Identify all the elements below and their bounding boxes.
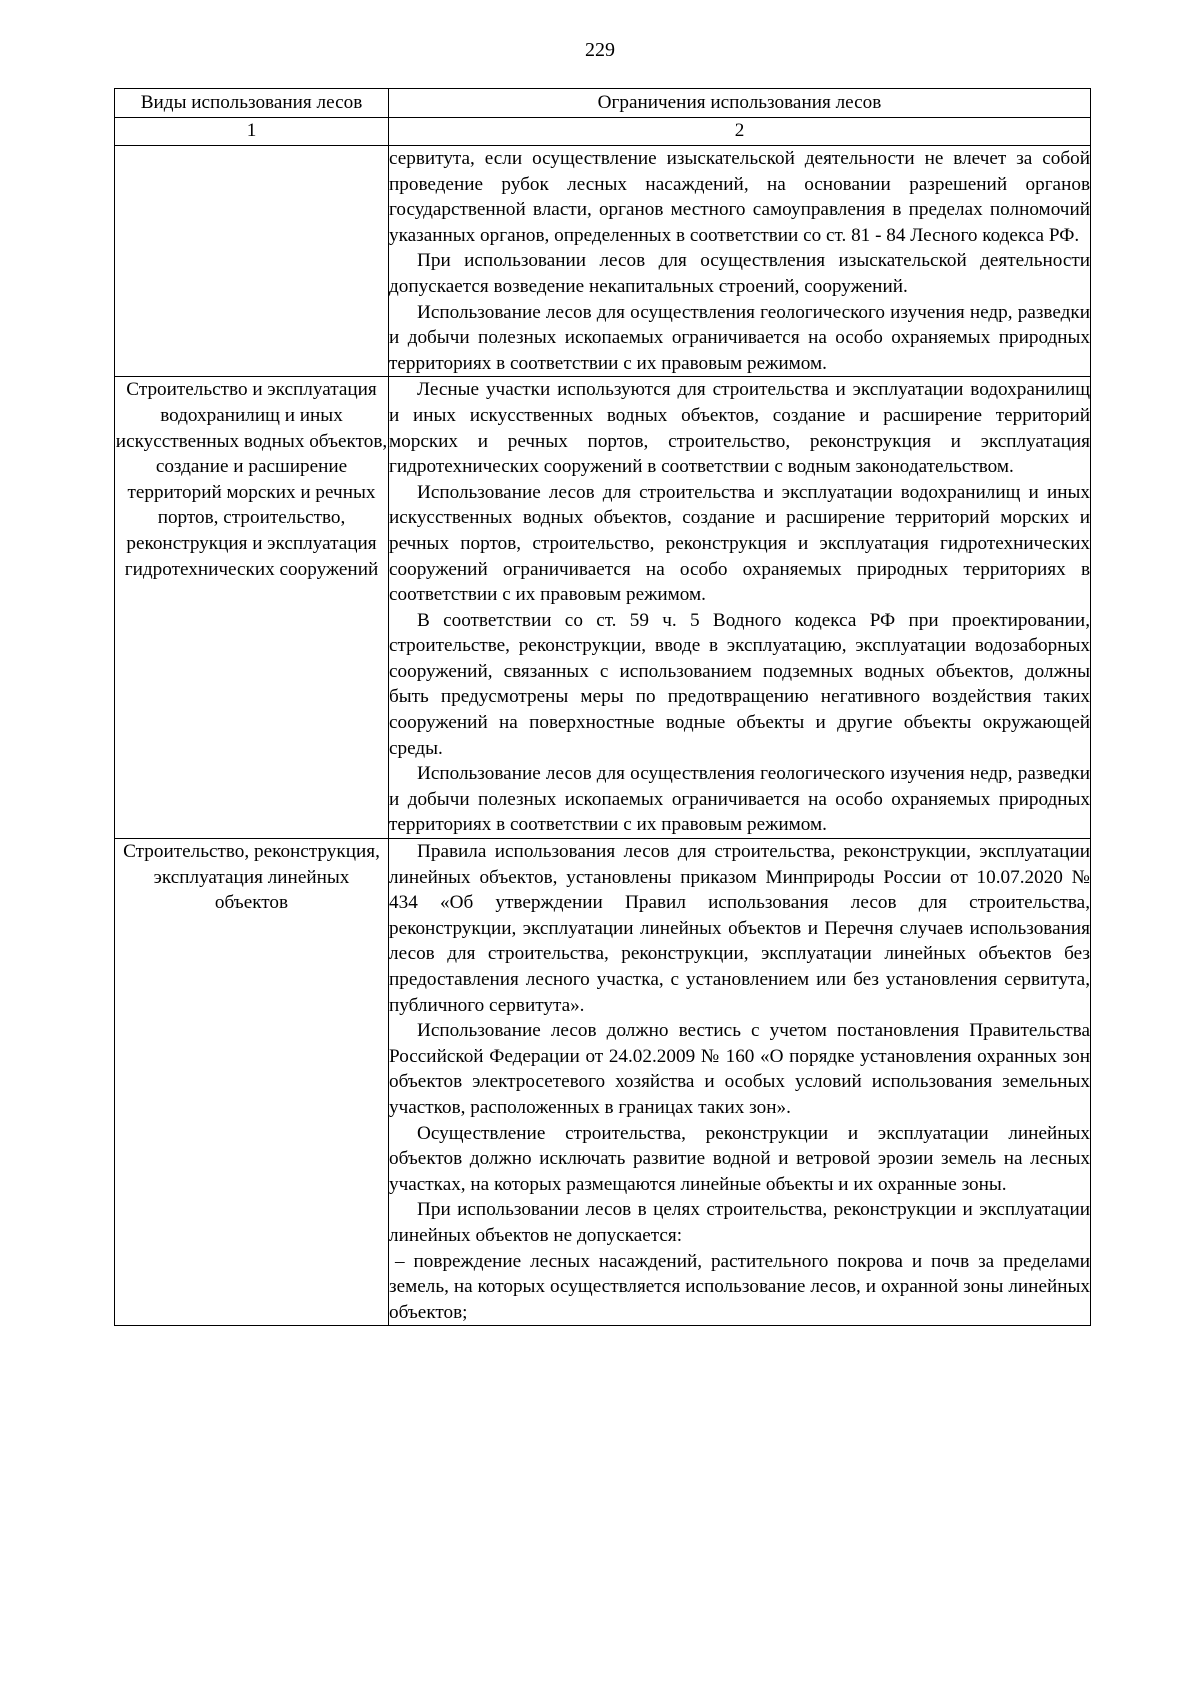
header-forest-use-restrictions: Ограничения использования лесов bbox=[389, 89, 1091, 118]
restriction-paragraph: При использовании лесов в целях строительства, реконструкции и эксплуатации линейных объектов не допускается: bbox=[389, 1199, 1090, 1246]
table-row bbox=[115, 377, 1091, 839]
forest-use-type-cell: Строительство, реконструкция, эксплуатация линейных объектов bbox=[115, 839, 389, 1326]
table-header-row bbox=[115, 89, 1091, 118]
restriction-paragraph: Использование лесов для осуществления геологического изучения недр, разведки и добычи полезных ископаемых ограничивается на особо охраняемых природных территориях в соответствии с их правовым режимом. bbox=[389, 301, 1090, 374]
table-row bbox=[115, 839, 1091, 1326]
restriction-paragraph: сервитута, если осуществление изыскательской деятельности не влечет за собой проведение рубок лесных насаждений, на основании разрешений органов государственной власти, органов местного самоуправления в пределах полномочий указанных органов, определенных в соответствии со ст. 81 - 84 Лесного кодекса РФ. bbox=[389, 148, 1090, 246]
column-number-1: 1 bbox=[115, 118, 389, 146]
restrictions-cell bbox=[389, 146, 1091, 377]
restrictions-cell bbox=[389, 839, 1091, 1326]
restriction-paragraph: Использование лесов для строительства и эксплуатации водохранилищ и иных искусственных водных объектов, создание и расширение территорий морских и речных портов, строительство, реконструкция и эксплуатация гидротехнических сооружений ограничивается на особо охраняемых природных территориях в соответствии с их правовым режимом. bbox=[389, 481, 1090, 606]
restriction-paragraph: Лесные участки используются для строительства и эксплуатации водохранилищ и иных искусственных водных объектов, создание и расширение территорий морских и речных портов, строительство, реконструкция и эксплуатация гидротехнических сооружений в соответствии с водным законодательством. bbox=[389, 379, 1090, 478]
column-number-2: 2 bbox=[389, 118, 1091, 146]
restriction-paragraph: Правила использования лесов для строительства, реконструкции, эксплуатации линейных объектов, установлены приказом Минприроды России от 10.07.2020 № 434 «Об утверждении Правил использования лесов для строительства, реконструкции, эксплуатации линейных объектов и Перечня случаев использования лесов для строительства, реконструкции, эксплуатации линейных объектов без предоставления лесного участка, с установлением или без установления сервитута, публичного сервитута». bbox=[389, 841, 1090, 1016]
restriction-paragraph: Осуществление строительства, реконструкции и эксплуатации линейных объектов должно исключать развитие водной и ветровой эрозии земель на лесных участках, на которых размещаются линейные объекты и их охранные зоны. bbox=[389, 1122, 1090, 1195]
table-column-numbers-row bbox=[115, 118, 1091, 146]
restrictions-table bbox=[114, 88, 1091, 1326]
restriction-paragraph: Использование лесов для осуществления геологического изучения недр, разведки и добычи полезных ископаемых ограничивается на особо охраняемых природных территориях в соответствии с их правовым режимом. bbox=[389, 763, 1090, 836]
restriction-paragraph: При использовании лесов для осуществления изыскательской деятельности допускается возведение некапитальных строений, сооружений. bbox=[389, 250, 1090, 297]
table-row bbox=[115, 146, 1091, 377]
restriction-paragraph: Использование лесов должно вестись с учетом постановления Правительства Российской Федерации от 24.02.2009 № 160 «О порядке установления охранных зон объектов электросетевого хозяйства и особых условий использования земельных участков, расположенных в границах таких зон». bbox=[389, 1020, 1090, 1118]
forest-use-type-cell bbox=[115, 146, 389, 377]
restriction-list-item: – повреждение лесных насаждений, растительного покрова и почв за пределами земель, на которых осуществляется использование лесов, и охранной зоны линейных объектов; bbox=[389, 1250, 1090, 1323]
restriction-paragraph: В соответствии со ст. 59 ч. 5 Водного кодекса РФ при проектировании, строительстве, реконструкции, вводе в эксплуатацию, эксплуатации водозаборных сооружений, связанных с использованием подземных водных объектов, должны быть предусмотрены меры по предотвращению негативного воздействия таких сооружений на поверхностные водные объекты и другие объекты окружающей среды. bbox=[389, 609, 1090, 759]
forest-use-type-cell: Строительство и эксплуатация водохранилищ и иных искусственных водных объектов, создание и расширение территорий морских и речных портов, строительство, реконструкция и эксплуатация гидротехнических сооружений bbox=[115, 377, 389, 839]
restrictions-cell bbox=[389, 377, 1091, 839]
page-number: 229 bbox=[585, 39, 615, 61]
header-forest-use-types: Виды использования лесов bbox=[115, 89, 389, 118]
